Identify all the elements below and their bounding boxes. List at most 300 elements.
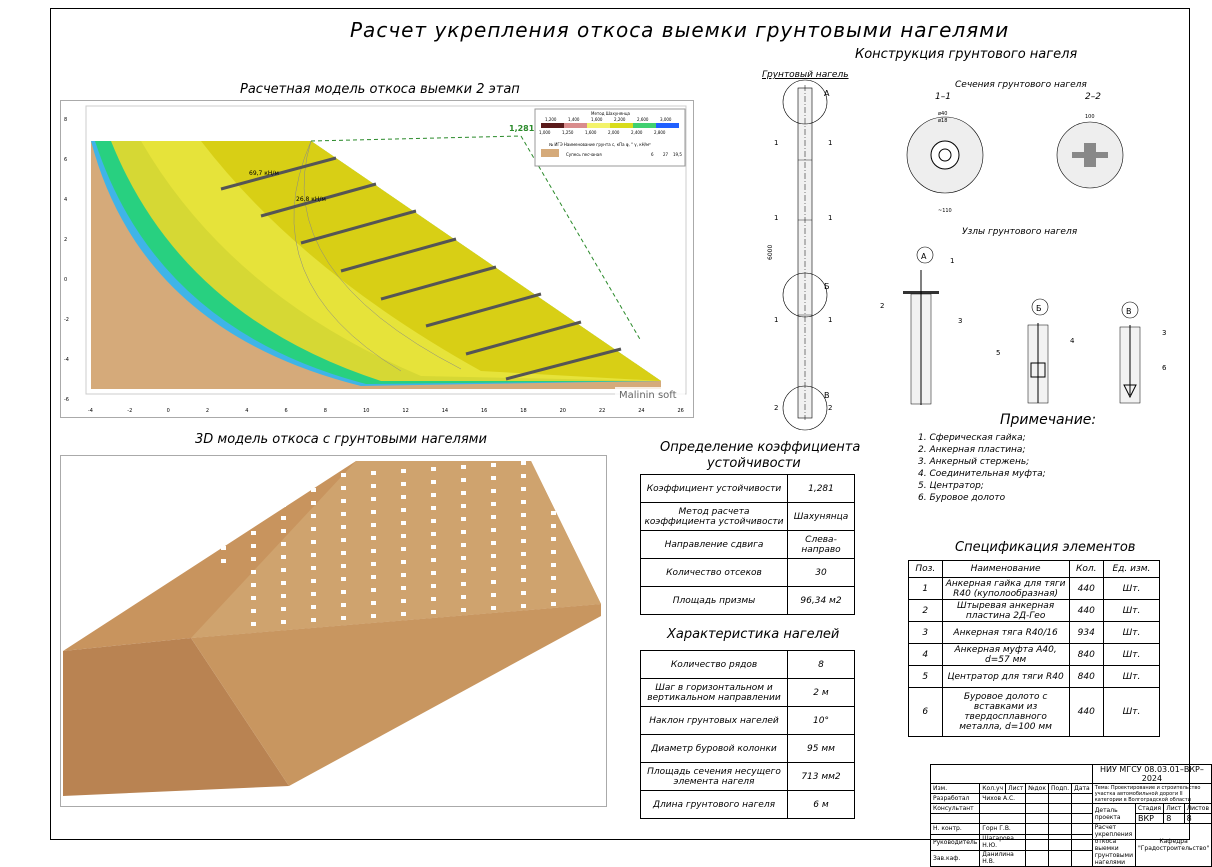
nail-head <box>371 575 376 579</box>
nail-head <box>341 603 346 607</box>
table-cell: 440 <box>1069 688 1103 737</box>
table-cell: 30 <box>788 559 855 587</box>
table-cell: Анкерная гайка для тяги R40 (куполообразная) <box>942 578 1069 600</box>
nail-head <box>551 537 556 541</box>
stability-heading-1: Определение коэффициента <box>660 440 861 455</box>
table-cell: Шт. <box>1103 600 1159 622</box>
table-cell: Шт. <box>1103 578 1159 600</box>
section-mark: 1 <box>774 214 779 222</box>
soil-phi: 27 <box>663 152 669 157</box>
x-tick-label: 26 <box>677 408 684 414</box>
nail-head <box>521 461 526 465</box>
nail-head <box>251 531 256 535</box>
table-cell: Шт. <box>1103 644 1159 666</box>
nail-head <box>491 476 496 480</box>
nail-head <box>521 474 526 478</box>
nail-head <box>341 473 346 477</box>
nail-head <box>281 503 286 507</box>
nail-head <box>521 526 526 530</box>
nail-head <box>371 536 376 540</box>
legend-swatch <box>541 123 564 128</box>
nail-head <box>551 602 556 606</box>
x-tick-label: 4 <box>245 408 249 414</box>
notes-list <box>918 432 1046 504</box>
nail-head <box>491 541 496 545</box>
nail-head <box>401 508 406 512</box>
nail-head <box>431 545 436 549</box>
nail-head <box>341 538 346 542</box>
nail-head <box>431 493 436 497</box>
table-row <box>641 503 855 531</box>
nail-head <box>491 580 496 584</box>
nail-head <box>461 530 466 534</box>
table-cell: 440 <box>1069 578 1103 600</box>
nail-head <box>431 597 436 601</box>
legend-title: Метод Шахунянца <box>591 111 630 116</box>
nail-head <box>491 528 496 532</box>
table-row <box>909 644 1160 666</box>
nail-head <box>221 546 226 550</box>
nail-head <box>461 595 466 599</box>
section-mark: 1 <box>774 139 779 147</box>
section-mark: 2 <box>774 404 779 412</box>
nail-head <box>311 475 316 479</box>
stamp-role: Консультант <box>931 804 980 814</box>
nail-head <box>431 571 436 575</box>
spec-header: Наименование <box>942 561 1069 578</box>
note-item: 6. Буровое долото <box>918 493 1006 503</box>
legend-bottom-label: 2,800 <box>654 130 666 135</box>
nail-head <box>341 577 346 581</box>
spec-header: Поз. <box>909 561 943 578</box>
stamp-part: Деталь проекта <box>1092 804 1135 824</box>
y-tick-label: -4 <box>64 357 69 363</box>
table-row <box>641 735 855 763</box>
nail-head <box>401 599 406 603</box>
legend-top-label: 2,200 <box>614 117 626 122</box>
nail-head <box>491 554 496 558</box>
soil-c: 6 <box>651 152 654 157</box>
x-tick-label: 10 <box>363 408 370 414</box>
y-tick-label: 4 <box>64 197 68 203</box>
sec2-label: 2–2 <box>1085 92 1101 102</box>
nail-head <box>251 622 256 626</box>
nail-head <box>251 479 256 483</box>
nail-head <box>281 542 286 546</box>
nail-head <box>521 539 526 543</box>
stamp-role: Руководитель <box>931 834 980 850</box>
soil-gamma: 19,5 <box>673 152 682 157</box>
nail-head <box>311 501 316 505</box>
node-num: 3 <box>958 317 963 325</box>
spec-heading: Спецификация элементов <box>955 540 1136 555</box>
stamp-stage: ВКР <box>1135 814 1163 824</box>
table-row <box>909 666 1160 688</box>
nail-head <box>521 552 526 556</box>
nail-head <box>401 573 406 577</box>
section-mark: 1 <box>774 316 779 324</box>
note-item: 2. Анкерная пластина; <box>918 445 1026 455</box>
nail-head <box>491 489 496 493</box>
note-item: 4. Соединительная муфта; <box>918 469 1046 479</box>
table-cell: 713 мм2 <box>788 763 855 791</box>
nail-head <box>281 568 286 572</box>
spec-header: Ед. изм. <box>1103 561 1159 578</box>
sections-title: Сечения грунтового нагеля <box>955 80 1087 90</box>
table-cell: 95 мм <box>788 735 855 763</box>
node-num: 2 <box>880 302 885 310</box>
table-cell: 3 <box>909 622 943 644</box>
nail-head <box>551 550 556 554</box>
table-cell: Диаметр буровой колонки <box>641 735 788 763</box>
node-c: В <box>1126 307 1132 316</box>
table-cell: Количество отсеков <box>641 559 788 587</box>
stamp-sheet-h: Лист <box>1164 804 1184 814</box>
table-cell: Наклон грунтовых нагелей <box>641 707 788 735</box>
table-cell: Длина грунтового нагеля <box>641 791 788 819</box>
x-tick-label: 12 <box>402 408 409 414</box>
legend-swatch <box>633 123 656 128</box>
table-row <box>641 651 855 679</box>
table-cell: 96,34 м2 <box>788 587 855 615</box>
y-tick-label: 8 <box>64 117 68 123</box>
nail-head <box>431 467 436 471</box>
sec1-dim-18: ø18 <box>938 118 948 124</box>
nails-heading: Характеристика нагелей <box>667 627 840 642</box>
node-letter-a: А <box>824 89 830 98</box>
nail-head <box>311 488 316 492</box>
nail-head <box>281 477 286 481</box>
spec-header: Кол. <box>1069 561 1103 578</box>
nail-head <box>311 553 316 557</box>
table-row <box>641 475 855 503</box>
x-tick-label: 18 <box>520 408 527 414</box>
section-mark: 1 <box>828 214 833 222</box>
nail-head <box>461 478 466 482</box>
stamp-person: Чихов А.С. <box>980 794 1026 804</box>
nail-head <box>371 497 376 501</box>
nail-head <box>281 516 286 520</box>
nail-head <box>551 472 556 476</box>
nail-head <box>281 555 286 559</box>
nail-head <box>311 592 316 596</box>
nail-head <box>401 534 406 538</box>
nail-head <box>521 513 526 517</box>
nail-head <box>491 502 496 506</box>
nail-length-dim: 6000 <box>767 244 774 260</box>
nail-head <box>401 495 406 499</box>
nail-head <box>521 604 526 608</box>
model3d-panel <box>60 455 607 807</box>
sec1-dim-110: ~110 <box>938 208 952 214</box>
legend-swatch <box>610 123 633 128</box>
nail-head <box>431 610 436 614</box>
note-item: 5. Центратор; <box>918 481 984 491</box>
x-tick-label: 20 <box>559 408 566 414</box>
nail-head <box>251 518 256 522</box>
nail-head <box>461 491 466 495</box>
stamp-person: Горн Г.В. <box>980 824 1026 835</box>
table-cell: Площадь сечения несущего элемента нагеля <box>641 763 788 791</box>
x-tick-label: 2 <box>205 408 210 414</box>
notes-heading: Примечание: <box>1000 412 1097 428</box>
table-row <box>641 763 855 791</box>
nail-head <box>371 562 376 566</box>
spec-table <box>908 560 1160 737</box>
nail-head <box>281 607 286 611</box>
table-row <box>641 531 855 559</box>
nail-head <box>401 586 406 590</box>
nail-head <box>221 559 226 563</box>
nail-head <box>401 547 406 551</box>
nail-head <box>461 504 466 508</box>
stamp-code: НИУ МГСУ 08.03.01–ВКР–2024 <box>1092 765 1212 784</box>
node-num: 3 <box>1162 329 1167 337</box>
nail-head <box>431 558 436 562</box>
table-row <box>641 707 855 735</box>
stamp-col: №док <box>1026 784 1049 794</box>
stamp-person: Шагарова Н.Ю. <box>980 834 1026 850</box>
legend-swatch <box>587 123 610 128</box>
x-tick-label: 22 <box>598 408 606 414</box>
x-tick-label: -4 <box>88 408 93 414</box>
nail-head <box>491 606 496 610</box>
nail-head <box>221 533 226 537</box>
table-cell: Шт. <box>1103 688 1159 737</box>
nail-head <box>371 549 376 553</box>
x-tick-label: 8 <box>323 408 327 414</box>
stamp-role: Н. контр. <box>931 824 980 835</box>
table-row <box>641 791 855 819</box>
nail-head <box>431 506 436 510</box>
sections-drawing <box>900 100 1130 220</box>
nail-head <box>311 618 316 622</box>
y-tick-label: -2 <box>64 317 69 323</box>
nail-head <box>371 510 376 514</box>
table-cell: 5 <box>909 666 943 688</box>
nail-head <box>311 540 316 544</box>
stamp-col: Подп. <box>1048 784 1071 794</box>
table-cell: Буровое долото с вставками из твердосплавного металла, d=100 мм <box>942 688 1069 737</box>
table-cell: Анкерная тяга R40/16 <box>942 622 1069 644</box>
legend-top-label: 1,400 <box>568 117 580 122</box>
model3d-heading: 3D модель откоса с грунтовыми нагелями <box>195 432 487 447</box>
section-mark: 2 <box>828 404 833 412</box>
node-num: 5 <box>996 349 1001 357</box>
nail-head <box>251 492 256 496</box>
nail-head <box>221 494 226 498</box>
nail-head <box>431 532 436 536</box>
note-item: 1. Сферическая гайка; <box>918 433 1026 443</box>
nail-head <box>281 620 286 624</box>
nail-head <box>521 500 526 504</box>
nail-head <box>371 484 376 488</box>
table-cell: 8 <box>788 651 855 679</box>
sec1-dim-40: ø40 <box>938 111 948 117</box>
table-cell: Направление сдвига <box>641 531 788 559</box>
table-cell: 10° <box>788 707 855 735</box>
nail-head <box>551 524 556 528</box>
table-cell: Шаг в горизонтальном и вертикальном направлении <box>641 679 788 707</box>
legend-bottom-label: 2,400 <box>631 130 643 135</box>
stamp-col: Изм. <box>931 784 980 794</box>
nail-head <box>221 481 226 485</box>
table-row <box>909 622 1160 644</box>
nail-head <box>341 486 346 490</box>
legend-bottom-label: 1,600 <box>585 130 597 135</box>
nail-head <box>341 512 346 516</box>
nail-head <box>371 588 376 592</box>
nail-head <box>311 514 316 518</box>
nail-title: Грунтовый нагель <box>762 70 849 80</box>
legend-bottom-label: 1,000 <box>539 130 551 135</box>
stamp-col: Дата <box>1072 784 1093 794</box>
nail-head <box>311 566 316 570</box>
table-cell: Центратор для тяги R40 <box>942 666 1069 688</box>
y-tick-label: 6 <box>64 157 68 163</box>
model3d-svg <box>61 456 606 806</box>
nail-head <box>521 591 526 595</box>
nail-head <box>431 584 436 588</box>
table-cell: Анкерная муфта А40, d=57 мм <box>942 644 1069 666</box>
stamp-dept: Кафедра "Градостроительство" <box>1135 824 1211 867</box>
nail-head <box>551 459 556 463</box>
stamp-sheets: 8 <box>1184 814 1212 824</box>
nail-head <box>401 469 406 473</box>
legend-bottom-label: 1,250 <box>562 130 574 135</box>
nail-head <box>551 498 556 502</box>
nail-head <box>431 480 436 484</box>
node-num: 6 <box>1162 364 1167 372</box>
stability-heading-2: устойчивости <box>707 456 801 471</box>
nail-head <box>551 485 556 489</box>
nail-head <box>371 614 376 618</box>
nail-head <box>551 576 556 580</box>
x-tick-label: 24 <box>638 408 645 414</box>
nail-head <box>401 521 406 525</box>
nail-head <box>251 596 256 600</box>
table-cell: 934 <box>1069 622 1103 644</box>
stamp-sheet: 8 <box>1164 814 1184 824</box>
nail-head <box>461 582 466 586</box>
note-item: 3. Анкерный стержень; <box>918 457 1030 467</box>
model2d-svg <box>61 101 693 417</box>
legend-top-label: 1,200 <box>545 117 557 122</box>
stability-table <box>640 474 855 615</box>
stamp-col: Кол.уч <box>980 784 1006 794</box>
table-cell: Шт. <box>1103 622 1159 644</box>
node-a: А <box>921 252 927 261</box>
nail-head <box>551 511 556 515</box>
table-cell: 840 <box>1069 644 1103 666</box>
nail-head <box>521 487 526 491</box>
legend-top-label: 1,600 <box>591 117 603 122</box>
nail-head <box>251 544 256 548</box>
nail-head <box>461 556 466 560</box>
nail-head <box>371 523 376 527</box>
nail-head <box>341 564 346 568</box>
sec1-label: 1–1 <box>935 92 951 102</box>
table-row <box>641 679 855 707</box>
section-mark: 1 <box>828 139 833 147</box>
table-cell: 2 <box>909 600 943 622</box>
nail-head <box>251 583 256 587</box>
legend-swatch <box>564 123 587 128</box>
table-cell: 4 <box>909 644 943 666</box>
nail-head <box>251 609 256 613</box>
table-cell: Шахунянца <box>788 503 855 531</box>
nail-head <box>341 499 346 503</box>
nail-head <box>521 578 526 582</box>
y-tick-label: 2 <box>64 237 68 243</box>
table-cell: 440 <box>1069 600 1103 622</box>
nail-head <box>431 519 436 523</box>
page-title: Расчет укрепления откоса выемки грунтовыми нагелями <box>350 18 1010 42</box>
nail-head <box>281 581 286 585</box>
stamp-sheet-title: Расчет укрепления откоса выемки грунтовыми нагелями <box>1092 824 1135 867</box>
stamp-sheets-h: Листов <box>1184 804 1212 814</box>
nail-head <box>461 543 466 547</box>
nail-head <box>281 490 286 494</box>
table-cell: 1 <box>909 578 943 600</box>
nail-head <box>311 527 316 531</box>
nail-head <box>341 551 346 555</box>
watermark: Malinin soft <box>619 390 677 401</box>
nail-head <box>401 560 406 564</box>
table-row <box>909 578 1160 600</box>
table-row <box>909 600 1160 622</box>
model2d-heading: Расчетная модель откоса выемки 2 этап <box>240 82 520 97</box>
table-cell: Слева-направо <box>788 531 855 559</box>
stamp-theme: Тема: Проектирование и строительство участка автомобильной дороги II категории в Волгоградской области <box>1092 784 1212 804</box>
nail-head <box>461 465 466 469</box>
nail-head <box>251 557 256 561</box>
table-cell: 6 м <box>788 791 855 819</box>
table-cell: 840 <box>1069 666 1103 688</box>
sec2-dim-100: 100 <box>1085 114 1095 120</box>
nail-head <box>341 590 346 594</box>
stamp-stage-h: Стадия <box>1135 804 1163 814</box>
legend-swatch <box>656 123 679 128</box>
table-cell: Шт. <box>1103 666 1159 688</box>
node-num: 4 <box>1070 337 1075 345</box>
table-cell: 1,281 <box>788 475 855 503</box>
nail-head <box>311 579 316 583</box>
nodes-title: Узлы грунтового нагеля <box>962 227 1078 237</box>
legend-bottom-label: 2,000 <box>608 130 620 135</box>
soil-name: Супесь песчаная <box>566 152 602 157</box>
nail-head <box>491 593 496 597</box>
stamp-person: Данилина Н.В. <box>980 850 1026 866</box>
node-letter-b: Б <box>824 282 830 291</box>
table-row <box>641 559 855 587</box>
x-tick-label: -2 <box>127 408 133 414</box>
nail-head <box>401 482 406 486</box>
nail-head <box>461 608 466 612</box>
table-cell: Метод расчета коэффициента устойчивости <box>641 503 788 531</box>
table-row <box>909 688 1160 737</box>
x-tick-label: 14 <box>441 408 449 414</box>
construction-heading: Конструкция грунтового нагеля <box>855 47 1078 62</box>
table-row <box>641 587 855 615</box>
stamp-col: Лист <box>1006 784 1026 794</box>
load-label-2: 26,8 кН/м <box>296 196 326 203</box>
nail-head <box>551 563 556 567</box>
nail-head <box>251 505 256 509</box>
nails-table <box>640 650 855 819</box>
nail-head <box>371 471 376 475</box>
table-cell: Площадь призмы <box>641 587 788 615</box>
